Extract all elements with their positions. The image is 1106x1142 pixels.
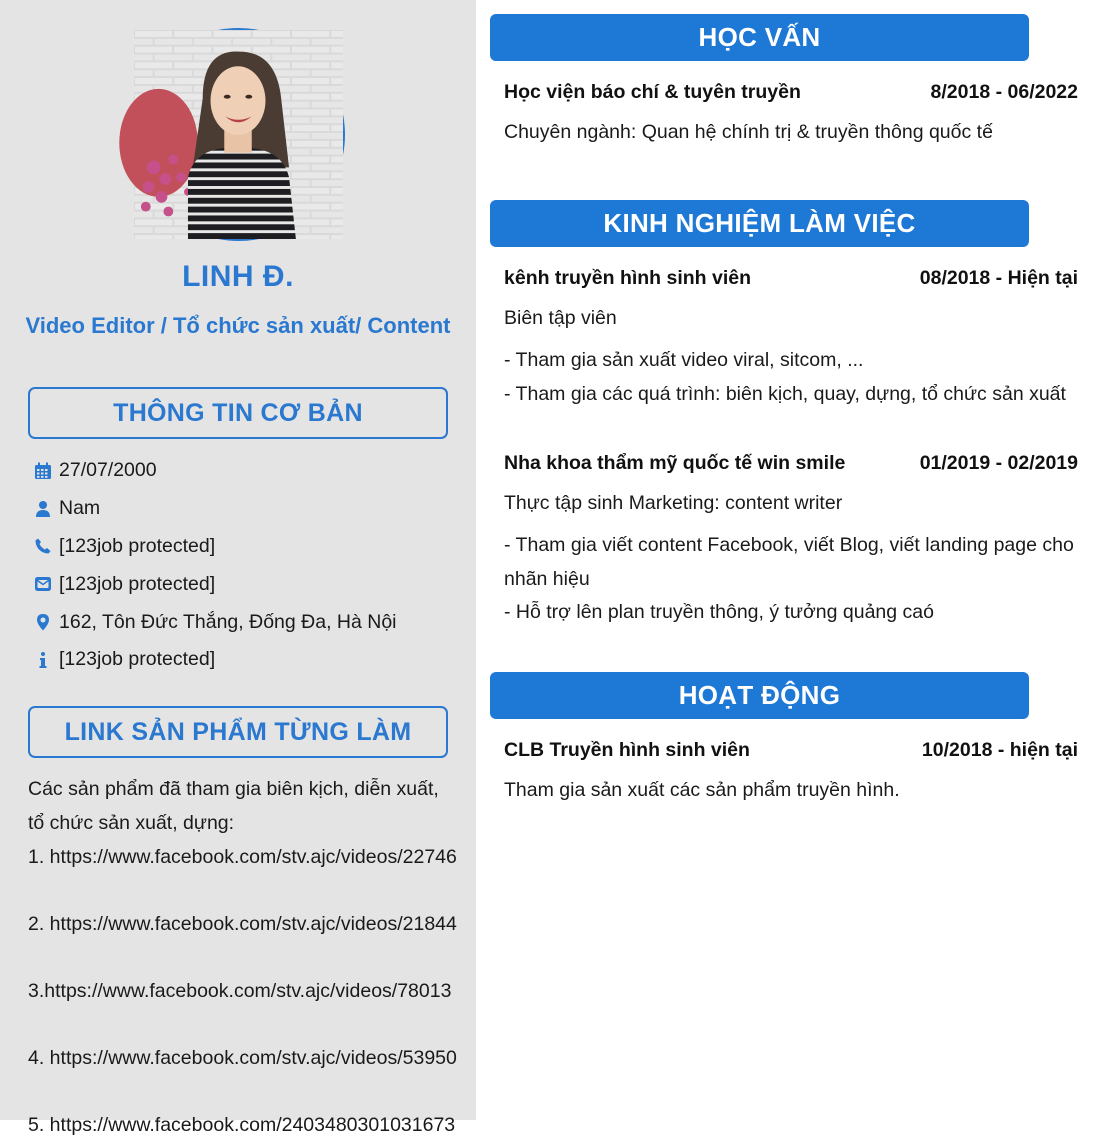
portfolio-link[interactable]: 1. https://www.facebook.com/stv.ajc/videos/22746 <box>28 846 457 868</box>
entry-period: 01/2019 - 02/2019 <box>919 452 1078 474</box>
avatar <box>132 28 345 241</box>
section-header-experience: KINH NGHIỆM LÀM VIỆC <box>490 200 1029 247</box>
entry-bullet: - Tham gia viết content Facebook, viết Blog, viết landing page cho <box>504 534 1074 556</box>
info-row-email <box>33 565 473 603</box>
section-title-portfolio: LINK SẢN PHẨM TỪNG LÀM <box>28 706 448 758</box>
sidebar <box>0 0 476 1136</box>
entry-description: Chuyên ngành: Quan hệ chính trị & truyền thông quốc tế <box>504 121 993 143</box>
entry-organization: Học viện báo chí & tuyên truyền <box>504 81 801 103</box>
entry-period: 10/2018 - hiện tại <box>921 739 1078 761</box>
portfolio-intro: Các sản phẩm đã tham gia biên kịch, diễn xuất, <box>28 778 439 800</box>
entry-period: 08/2018 - Hiện tại <box>919 267 1078 289</box>
info-value: 27/07/2000 <box>59 459 157 482</box>
info-row-birthdate <box>33 452 473 490</box>
info-value: [123job protected] <box>59 534 216 557</box>
basic-info-list <box>33 452 473 679</box>
education-entry-header <box>504 81 1078 104</box>
portfolio-intro: tổ chức sản xuất, dựng: <box>28 812 235 834</box>
main-content <box>476 0 1106 1120</box>
profile-photo-icon <box>134 30 343 239</box>
experience-entry-header <box>504 267 1078 290</box>
section-header-activities: HOẠT ĐỘNG <box>490 672 1029 719</box>
section-title-basic-info: THÔNG TIN CƠ BẢN <box>28 387 448 439</box>
entry-description: Tham gia sản xuất các sản phẩm truyền hình. <box>504 779 900 801</box>
candidate-role: Video Editor / Tổ chức sản xuất/ Content <box>25 313 451 338</box>
user-icon <box>33 499 53 519</box>
info-icon <box>33 650 53 670</box>
section-header-education: HỌC VẤN <box>490 14 1029 61</box>
info-row-gender <box>33 490 473 528</box>
entry-period: 8/2018 - 06/2022 <box>930 81 1078 103</box>
info-row-other <box>33 641 473 679</box>
activity-entry-header <box>504 739 1078 762</box>
location-icon <box>33 612 53 632</box>
calendar-icon <box>33 461 53 481</box>
candidate-name: LINH Đ. <box>182 260 294 293</box>
entry-bullet: - Hỗ trợ lên plan truyền thông, ý tưởng quảng caó <box>504 601 934 623</box>
info-value: 162, Tôn Đức Thắng, Đống Đa, Hà Nội <box>59 610 397 633</box>
entry-organization: CLB Truyền hình sinh viên <box>504 739 750 761</box>
entry-position: Biên tập viên <box>504 307 617 329</box>
info-row-address <box>33 603 473 641</box>
info-value: [123job protected] <box>59 648 216 671</box>
info-value: [123job protected] <box>59 572 216 595</box>
entry-bullet: - Tham gia sản xuất video viral, sitcom, ... <box>504 349 864 371</box>
info-row-phone <box>33 528 473 566</box>
portfolio-link[interactable]: 3.https://www.facebook.com/stv.ajc/videos/78013 <box>28 980 452 1002</box>
portfolio-link[interactable]: 4. https://www.facebook.com/stv.ajc/videos/53950 <box>28 1047 457 1069</box>
entry-bullet: - Tham gia các quá trình: biên kịch, quay, dựng, tổ chức sản xuất <box>504 383 1066 405</box>
entry-position: Thực tập sinh Marketing: content writer <box>504 492 843 514</box>
entry-bullet: nhãn hiệu <box>504 568 590 590</box>
experience-entry-header <box>504 452 1078 475</box>
portfolio-link[interactable]: 5. https://www.facebook.com/2403480301031673 <box>28 1114 456 1136</box>
entry-organization: kênh truyền hình sinh viên <box>504 267 752 289</box>
email-icon <box>33 574 53 594</box>
phone-icon <box>33 536 53 556</box>
entry-organization: Nha khoa thẩm mỹ quốc tế win smile <box>504 452 846 474</box>
portfolio-link[interactable]: 2. https://www.facebook.com/stv.ajc/videos/21844 <box>28 913 457 935</box>
info-value: Nam <box>59 497 101 520</box>
